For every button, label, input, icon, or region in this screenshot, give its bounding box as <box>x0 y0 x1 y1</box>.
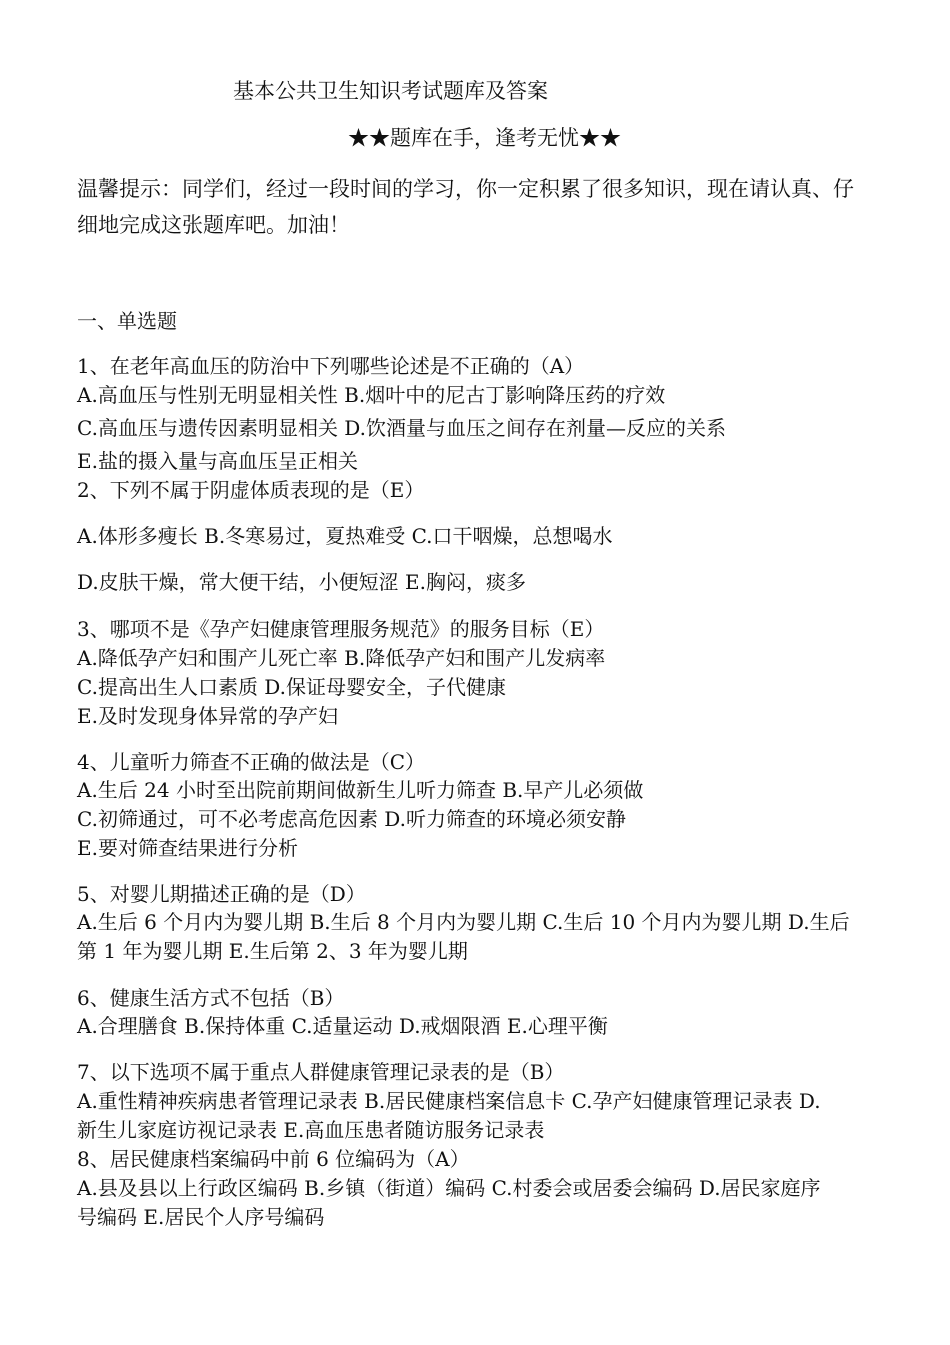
question-3: 3、哪项不是《孕产妇健康管理服务规范》的服务目标（E） <box>77 617 605 641</box>
question-5-options-line-1: A.生后 6 个月内为婴儿期 B.生后 8 个月内为婴儿期 C.生后 10 个月内为婴儿期 D.生后 <box>77 910 850 934</box>
question-5-options-line-2: 第 1 年为婴儿期 E.生后第 2、3 年为婴儿期 <box>77 939 468 963</box>
question-4: 4、儿童听力筛查不正确的做法是（C） <box>77 750 426 774</box>
section-heading: 一、单选题 <box>77 309 177 333</box>
question-7: 7、以下选项不属于重点人群健康管理记录表的是（B） <box>77 1060 565 1084</box>
question-1-options-line-1: A.高血压与性别无明显相关性 B.烟叶中的尼古丁影响降压药的疗效 <box>77 383 666 407</box>
question-4-options-line-3: E.要对筛查结果进行分析 <box>77 836 298 860</box>
tip-line-1: 温馨提示：同学们，经过一段时间的学习，你一定积累了很多知识，现在请认真、仔 <box>77 177 854 201</box>
document-title: 基本公共卫生知识考试题库及答案 <box>233 79 548 103</box>
question-2-options-line-1: A.体形多瘦长 B.冬寒易过，夏热难受 C.口干咽燥，总想喝水 <box>77 524 613 548</box>
question-4-options-line-2: C.初筛通过，可不必考虑高危因素 D.听力筛查的环境必须安静 <box>77 807 626 831</box>
question-7-options-line-1: A.重性精神疾病患者管理记录表 B.居民健康档案信息卡 C.孕产妇健康管理记录表 D. <box>77 1089 821 1113</box>
question-3-options-line-1: A.降低孕产妇和围产儿死亡率 B.降低孕产妇和围产儿发病率 <box>77 646 606 670</box>
question-1: 1、在老年高血压的防治中下列哪些论述是不正确的（A） <box>77 354 585 378</box>
question-6-options-line-1: A.合理膳食 B.保持体重 C.适量运动 D.戒烟限酒 E.心理平衡 <box>77 1014 608 1038</box>
question-5: 5、对婴儿期描述正确的是（D） <box>77 882 366 906</box>
question-1-options-line-3: E.盐的摄入量与高血压呈正相关 <box>77 449 358 473</box>
question-2-options-line-2: D.皮肤干燥，常大便干结，小便短涩 E.胸闷，痰多 <box>77 570 526 594</box>
question-7-options-line-2: 新生儿家庭访视记录表 E.高血压患者随访服务记录表 <box>77 1118 545 1142</box>
question-8-options-line-1: A.县及县以上行政区编码 B.乡镇（街道）编码 C.村委会或居委会编码 D.居民家庭序 <box>77 1176 821 1200</box>
slogan: ★★题库在手，逢考无忧★★ <box>348 126 621 150</box>
question-3-options-line-3: E.及时发现身体异常的孕产妇 <box>77 704 338 728</box>
question-2: 2、下列不属于阴虚体质表现的是（E） <box>77 478 425 502</box>
question-4-options-line-1: A.生后 24 小时至出院前期间做新生儿听力筛查 B.早产儿必须做 <box>77 778 644 802</box>
tip-line-2: 细地完成这张题库吧。加油！ <box>77 213 350 237</box>
question-3-options-line-2: C.提高出生人口素质 D.保证母婴安全，子代健康 <box>77 675 506 699</box>
question-1-options-line-2: C.高血压与遗传因素明显相关 D.饮酒量与血压之间存在剂量—反应的关系 <box>77 416 726 440</box>
question-8-options-line-2: 号编码 E.居民个人序号编码 <box>77 1205 325 1229</box>
question-6: 6、健康生活方式不包括（B） <box>77 986 345 1010</box>
question-8: 8、居民健康档案编码中前 6 位编码为（A） <box>77 1147 470 1171</box>
